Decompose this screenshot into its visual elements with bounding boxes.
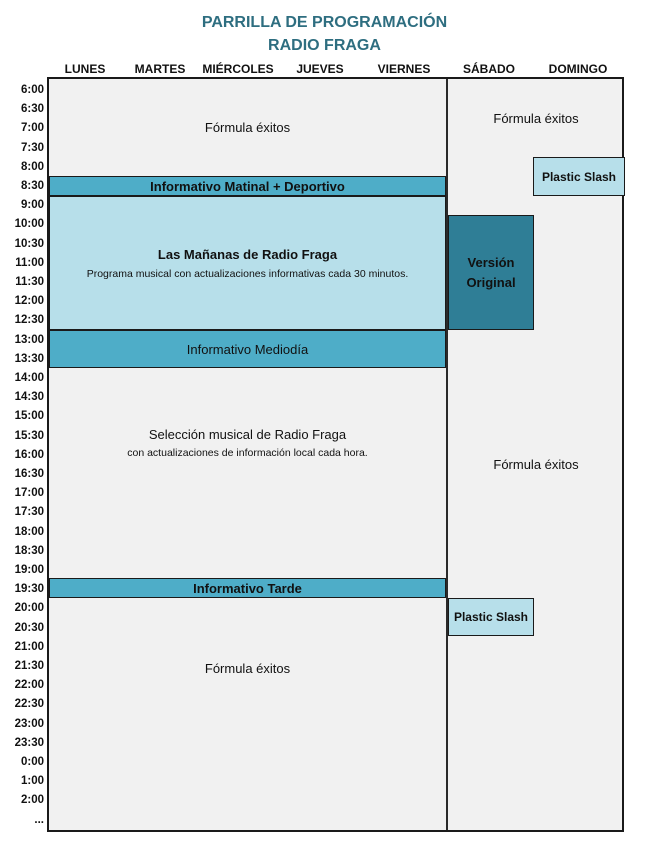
informativo-tarde-block: [49, 578, 446, 598]
day-header-sabado: SÁBADO: [462, 62, 516, 76]
mananas-radio-fraga-block: [49, 196, 446, 330]
time-label: 11:30: [15, 276, 44, 288]
block-title: Las Mañanas de Radio Fraga: [157, 246, 338, 262]
day-header-lunes: LUNES: [64, 62, 106, 76]
day-header-viernes: VIERNES: [377, 62, 431, 76]
block-label-line2: Original: [466, 274, 516, 290]
time-label: 2:00: [20, 794, 44, 807]
time-label: 19:30: [14, 583, 44, 596]
time-label: 1:00: [20, 775, 44, 788]
day-header-miercoles: MIÉRCOLES: [202, 62, 274, 76]
time-label: 6:00: [20, 84, 44, 96]
time-label: 12:00: [14, 295, 44, 308]
block-label: Fórmula éxitos: [204, 120, 291, 135]
time-label: 6:30: [20, 103, 44, 116]
time-label: 17:00: [14, 487, 44, 500]
time-label: ...: [34, 813, 44, 826]
block-label: Plastic Slash: [453, 610, 529, 624]
time-label: 7:30: [20, 141, 44, 154]
time-label: 21:00: [14, 640, 44, 653]
time-label: 19:00: [14, 564, 44, 576]
time-label: 14:30: [14, 391, 44, 404]
block-label: Informativo Mediodía: [186, 341, 309, 357]
plastic-slash-saturday-block: [448, 598, 534, 636]
time-label: 10:30: [14, 237, 44, 250]
block-title: Selección musical de Radio Fraga: [148, 427, 347, 442]
time-label: 13:00: [14, 333, 44, 346]
time-label: 16:30: [14, 468, 44, 480]
time-label: 21:30: [14, 660, 44, 672]
time-label: 17:30: [14, 506, 44, 519]
time-label: 23:30: [14, 736, 44, 749]
time-label: 20:00: [14, 602, 44, 615]
time-label: 20:30: [14, 621, 44, 634]
time-label: 9:00: [20, 199, 44, 212]
time-label: 12:30: [14, 314, 44, 327]
block-label: Informativo Tarde: [193, 580, 302, 596]
block-label: Fórmula éxitos: [493, 456, 579, 472]
time-label: 16:00: [14, 448, 44, 461]
time-label: 15:30: [14, 429, 44, 442]
block-label: Plastic Slash: [541, 169, 617, 184]
time-label: 8:00: [20, 160, 44, 173]
block-label-line1: Versión: [467, 254, 515, 270]
version-original-block: [448, 215, 534, 330]
block-label: Fórmula éxitos: [204, 660, 291, 676]
time-label: 0:00: [20, 756, 44, 768]
page-title: PARRILLA DE PROGRAMACIÓN: [201, 14, 448, 31]
seleccion-musical-block: [49, 368, 446, 578]
time-label: 10:00: [14, 218, 44, 231]
time-label: 23:00: [14, 717, 44, 730]
block-description: con actualizaciones de información local cada hora.: [127, 447, 368, 459]
formula-exitos-morning-block: [49, 79, 446, 176]
informativo-mediodia-block: [49, 330, 446, 368]
formula-exitos-night-block: [49, 598, 446, 832]
day-header-martes: MARTES: [134, 62, 186, 76]
formula-exitos-weekend-morning-block: [448, 79, 624, 157]
block-label: Informativo Matinal + Deportivo: [150, 178, 345, 194]
time-label: 22:00: [14, 679, 44, 692]
informativo-matinal-block: [49, 176, 446, 196]
time-label: 15:00: [14, 410, 44, 423]
time-label: 11:00: [15, 256, 44, 269]
page-subtitle: RADIO FRAGA: [268, 37, 381, 54]
formula-exitos-weekend-afternoon-block: [448, 330, 624, 598]
time-label: 18:30: [14, 544, 44, 557]
time-label: 18:00: [14, 525, 44, 538]
plastic-slash-sunday-block: [533, 157, 625, 196]
time-label: 14:00: [14, 372, 44, 384]
day-header-jueves: JUEVES: [296, 62, 344, 76]
block-description: Programa musical con actualizaciones informativas cada 30 minutos.: [86, 267, 409, 280]
time-label: 22:30: [14, 698, 44, 711]
schedule-grid: [47, 77, 624, 832]
day-header-domingo: DOMINGO: [548, 62, 608, 76]
time-label: 7:00: [20, 122, 44, 135]
time-label: 13:30: [14, 352, 44, 365]
time-label: 8:30: [20, 180, 44, 192]
block-label: Fórmula éxitos: [493, 110, 579, 126]
